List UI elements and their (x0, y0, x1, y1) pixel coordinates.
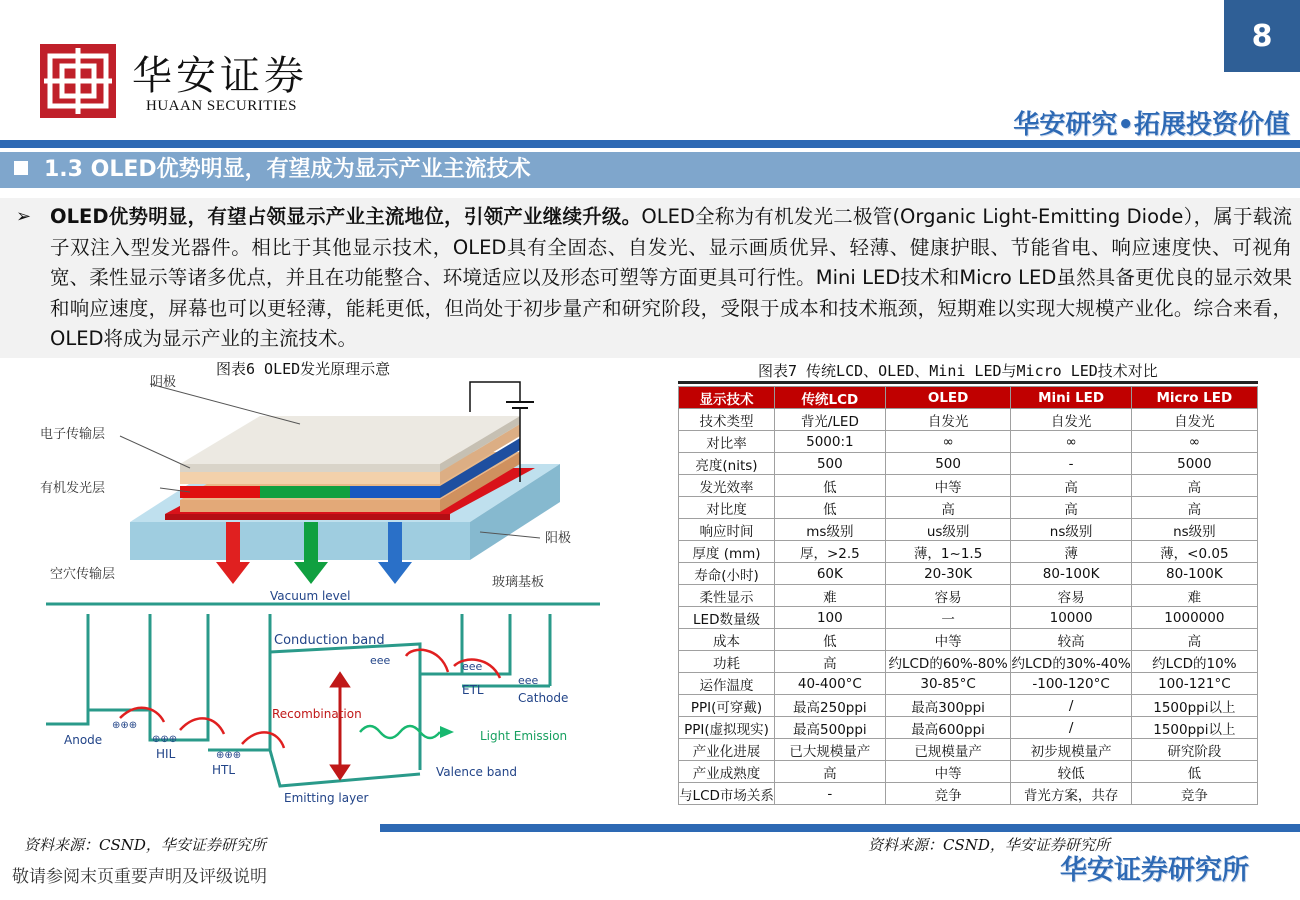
table-cell: 最高250ppi (774, 695, 885, 717)
holes-1: ⊕⊕⊕ (112, 720, 138, 731)
header-tech: 显示技术 (679, 387, 775, 409)
table-cell: 初步规模量产 (1011, 739, 1131, 761)
figure6-caption: 图表6 OLED发光原理示意 (216, 360, 391, 378)
table-row (679, 453, 1258, 475)
table-cell: 高 (1011, 475, 1131, 497)
table-cell: 竞争 (1131, 783, 1257, 805)
table-cell: 1000000 (1131, 607, 1257, 629)
table-row-label: 亮度(nits) (679, 453, 775, 475)
table-row (679, 475, 1258, 497)
table-row (679, 717, 1258, 739)
table-cell: 高 (1131, 629, 1257, 651)
table-cell: 竞争 (885, 783, 1011, 805)
brand-name-en: HUAAN SECURITIES (146, 98, 297, 114)
table-cell: 高 (1011, 497, 1131, 519)
table-cell: 5000:1 (774, 431, 885, 453)
table-cell: 自发光 (885, 409, 1011, 431)
table-cell: 高 (1131, 475, 1257, 497)
square-bullet-icon (14, 161, 28, 175)
table-row (679, 761, 1258, 783)
table-cell: 20-30K (885, 563, 1011, 585)
table-cell: - (1011, 453, 1131, 475)
figure7-caption: 图表7 传统LCD、OLED、Mini LED与Micro LED技术对比 (758, 362, 1158, 380)
label-conduction-band: Conduction band (274, 633, 385, 648)
table-row-label: LED数量级 (679, 607, 775, 629)
table-row-label: 发光效率 (679, 475, 775, 497)
label-recombination: Recombination (272, 707, 362, 721)
table-cell: 一 (885, 607, 1011, 629)
table-cell: 已大规模量产 (774, 739, 885, 761)
table-cell: 低 (774, 629, 885, 651)
table-cell: 高 (1131, 497, 1257, 519)
brand-name-cn: 华安证券 (132, 53, 308, 99)
header-divider (0, 140, 1300, 148)
section-title-text: 1.3 OLED优势明显，有望成为显示产业主流技术 (44, 157, 531, 182)
table-cell: 高 (885, 497, 1011, 519)
table-cell: 研究阶段 (1131, 739, 1257, 761)
header-mini-led: Mini LED (1011, 387, 1131, 409)
table-row (679, 673, 1258, 695)
table-cell: 80-100K (1131, 563, 1257, 585)
electrons-2: eee (462, 660, 483, 673)
table-cell: 约LCD的30%-40% (1011, 651, 1131, 673)
label-vacuum-level: Vacuum level (270, 590, 351, 603)
label-htl: 空穴传输层 (50, 567, 116, 582)
label-cathode: 阴极 (150, 375, 177, 390)
label-valence-band: Valence band (436, 765, 517, 779)
logo-emblem-icon (40, 44, 116, 118)
table-cell: 中等 (885, 475, 1011, 497)
table-row (679, 519, 1258, 541)
label-anode: 阳极 (545, 531, 572, 546)
table-cell: 最高600ppi (885, 717, 1011, 739)
label-anode: Anode (64, 733, 103, 747)
table-top-rule (678, 381, 1258, 384)
header-oled: OLED (885, 387, 1011, 409)
table-cell: 高 (774, 651, 885, 673)
table-cell: 1500ppi以上 (1131, 717, 1257, 739)
table-row-label: 技术类型 (679, 409, 775, 431)
label-hil: HIL (156, 747, 176, 761)
table-row-label: 功耗 (679, 651, 775, 673)
table-cell: 难 (774, 585, 885, 607)
table-cell: 高 (774, 761, 885, 783)
table-row-label: 成本 (679, 629, 775, 651)
table-cell: 低 (774, 475, 885, 497)
table-cell: 中等 (885, 629, 1011, 651)
section-title (14, 152, 531, 188)
table-cell: / (1011, 717, 1131, 739)
table-cell: / (1011, 695, 1131, 717)
table-cell: 最高300ppi (885, 695, 1011, 717)
table-row-label: 柔性显示 (679, 585, 775, 607)
light-wave-icon (360, 726, 454, 738)
table-cell: 中等 (885, 761, 1011, 783)
table-row-label: 对比度 (679, 497, 775, 519)
table-cell: 30-85°C (885, 673, 1011, 695)
arrow-bullet-icon: ➢ (16, 206, 32, 227)
table-cell: 已规模量产 (885, 739, 1011, 761)
table-row (679, 783, 1258, 805)
table-cell: 约LCD的60%-80% (885, 651, 1011, 673)
table-row (679, 739, 1258, 761)
table-cell: 自发光 (1131, 409, 1257, 431)
table-cell: 容易 (885, 585, 1011, 607)
table-row-label: 产业成熟度 (679, 761, 775, 783)
table-row-label: PPI(虚拟现实) (679, 717, 775, 739)
comparison-table (678, 386, 1258, 805)
source-note-right: 资料来源：CSND，华安证券研究所 (868, 836, 1110, 854)
table-cell: 难 (1131, 585, 1257, 607)
electrons-3: eee (518, 674, 539, 687)
table-cell: 约LCD的10% (1131, 651, 1257, 673)
table-cell: 厚，>2.5 (774, 541, 885, 563)
energy-band-diagram (40, 590, 610, 810)
table-cell: 容易 (1011, 585, 1131, 607)
table-cell: 100 (774, 607, 885, 629)
table-cell: 10000 (1011, 607, 1131, 629)
table-cell: 40-400°C (774, 673, 885, 695)
table-cell: ∞ (1011, 431, 1131, 453)
table-cell: ∞ (885, 431, 1011, 453)
table-row-label: 产业化进展 (679, 739, 775, 761)
table-header-row (679, 387, 1258, 409)
table-cell: 最高500ppi (774, 717, 885, 739)
table-cell: 薄，1~1.5 (885, 541, 1011, 563)
disclaimer-link[interactable]: 敬请参阅末页重要声明及评级说明 (12, 867, 267, 887)
footer-divider (380, 824, 1300, 832)
table-row-label: 运作温度 (679, 673, 775, 695)
table-cell: 低 (1131, 761, 1257, 783)
table-cell: 自发光 (1011, 409, 1131, 431)
table-cell: ms级别 (774, 519, 885, 541)
table-cell: 500 (774, 453, 885, 475)
table-cell: - (774, 783, 885, 805)
table-row (679, 629, 1258, 651)
table-row-label: 与LCD市场关系 (679, 783, 775, 805)
table-row (679, 585, 1258, 607)
table-cell: ns级别 (1131, 519, 1257, 541)
label-eml: 有机发光层 (40, 481, 106, 496)
label-etl: 电子传输层 (40, 427, 106, 442)
table-cell: us级别 (885, 519, 1011, 541)
table-row (679, 409, 1258, 431)
table-cell: 5000 (1131, 453, 1257, 475)
header-micro-led: Micro LED (1131, 387, 1257, 409)
table-cell: 100-121°C (1131, 673, 1257, 695)
recombination-arrow-icon (332, 674, 348, 778)
table-row (679, 695, 1258, 717)
table-cell: 薄，<0.05 (1131, 541, 1257, 563)
table-cell: 低 (774, 497, 885, 519)
table-row-label: PPI(可穿戴) (679, 695, 775, 717)
table-cell: 1500ppi以上 (1131, 695, 1257, 717)
header-lcd: 传统LCD (774, 387, 885, 409)
table-row (679, 563, 1258, 585)
paragraph-lead: OLED优势明显，有望占领显示产业主流地位，引领产业继续升级。 (50, 205, 642, 228)
footer-brand: 华安证券研究所 (1060, 855, 1249, 886)
table-cell: ∞ (1131, 431, 1257, 453)
holes-3: ⊕⊕⊕ (216, 750, 242, 761)
table-row (679, 541, 1258, 563)
table-row-label: 对比率 (679, 431, 775, 453)
label-glass: 玻璃基板 (492, 575, 545, 590)
table-row (679, 607, 1258, 629)
table-row-label: 响应时间 (679, 519, 775, 541)
table-body (679, 409, 1258, 805)
oled-structure-diagram (40, 372, 600, 592)
slogan: 华安研究•拓展投资价值 (1013, 110, 1290, 140)
company-logo (40, 44, 116, 118)
label-emitting-layer: Emitting layer (284, 791, 369, 805)
table-cell: 80-100K (1011, 563, 1131, 585)
table-cell: 较高 (1011, 629, 1131, 651)
table-cell: 500 (885, 453, 1011, 475)
source-note-left: 资料来源：CSND，华安证券研究所 (24, 836, 266, 854)
body-paragraph (16, 202, 1292, 355)
label-etl: ETL (462, 683, 484, 697)
table-cell: 薄 (1011, 541, 1131, 563)
table-cell: 较低 (1011, 761, 1131, 783)
table-cell: -100-120°C (1011, 673, 1131, 695)
table-cell: 背光方案，共存 (1011, 783, 1131, 805)
label-light-emission: Light Emission (480, 729, 568, 743)
table-row (679, 497, 1258, 519)
label-cathode: Cathode (518, 691, 569, 705)
electrons-1: eee (370, 654, 391, 667)
table-row-label: 厚度 (mm) (679, 541, 775, 563)
table-cell: 背光/LED (774, 409, 885, 431)
paragraph-text (50, 202, 1292, 355)
table-cell: ns级别 (1011, 519, 1131, 541)
label-htl: HTL (212, 763, 236, 777)
table-row (679, 651, 1258, 673)
paragraph-body: OLED全称为有机发光二极管(Organic Light-Emitting Diode），属于载流子双注入型发光器件。相比于其他显示技术，OLED具有全固态、自发光、显示画质优异、轻薄、健康护眼、节能省电、响应速度快、可视角宽、柔性显示等诸多优点，并且在功能整合、环境适应以及形态可塑等方面更具可行性。Mini LED技术和Micro LED虽然具备更优良的显示效果和响应速度，屏幕也可以更轻薄，能耗更低，但尚处于初步量产和研究阶段，受限于成本和技术瓶颈，短期难以实现大规模产业化。综合来看，OLED将成为显示产业的主流技术。 (50, 205, 1292, 350)
page-number: 8 (1224, 0, 1300, 72)
table-row (679, 431, 1258, 453)
table-cell: 60K (774, 563, 885, 585)
holes-2: ⊕⊕⊕ (152, 734, 178, 745)
table-row-label: 寿命(小时) (679, 563, 775, 585)
